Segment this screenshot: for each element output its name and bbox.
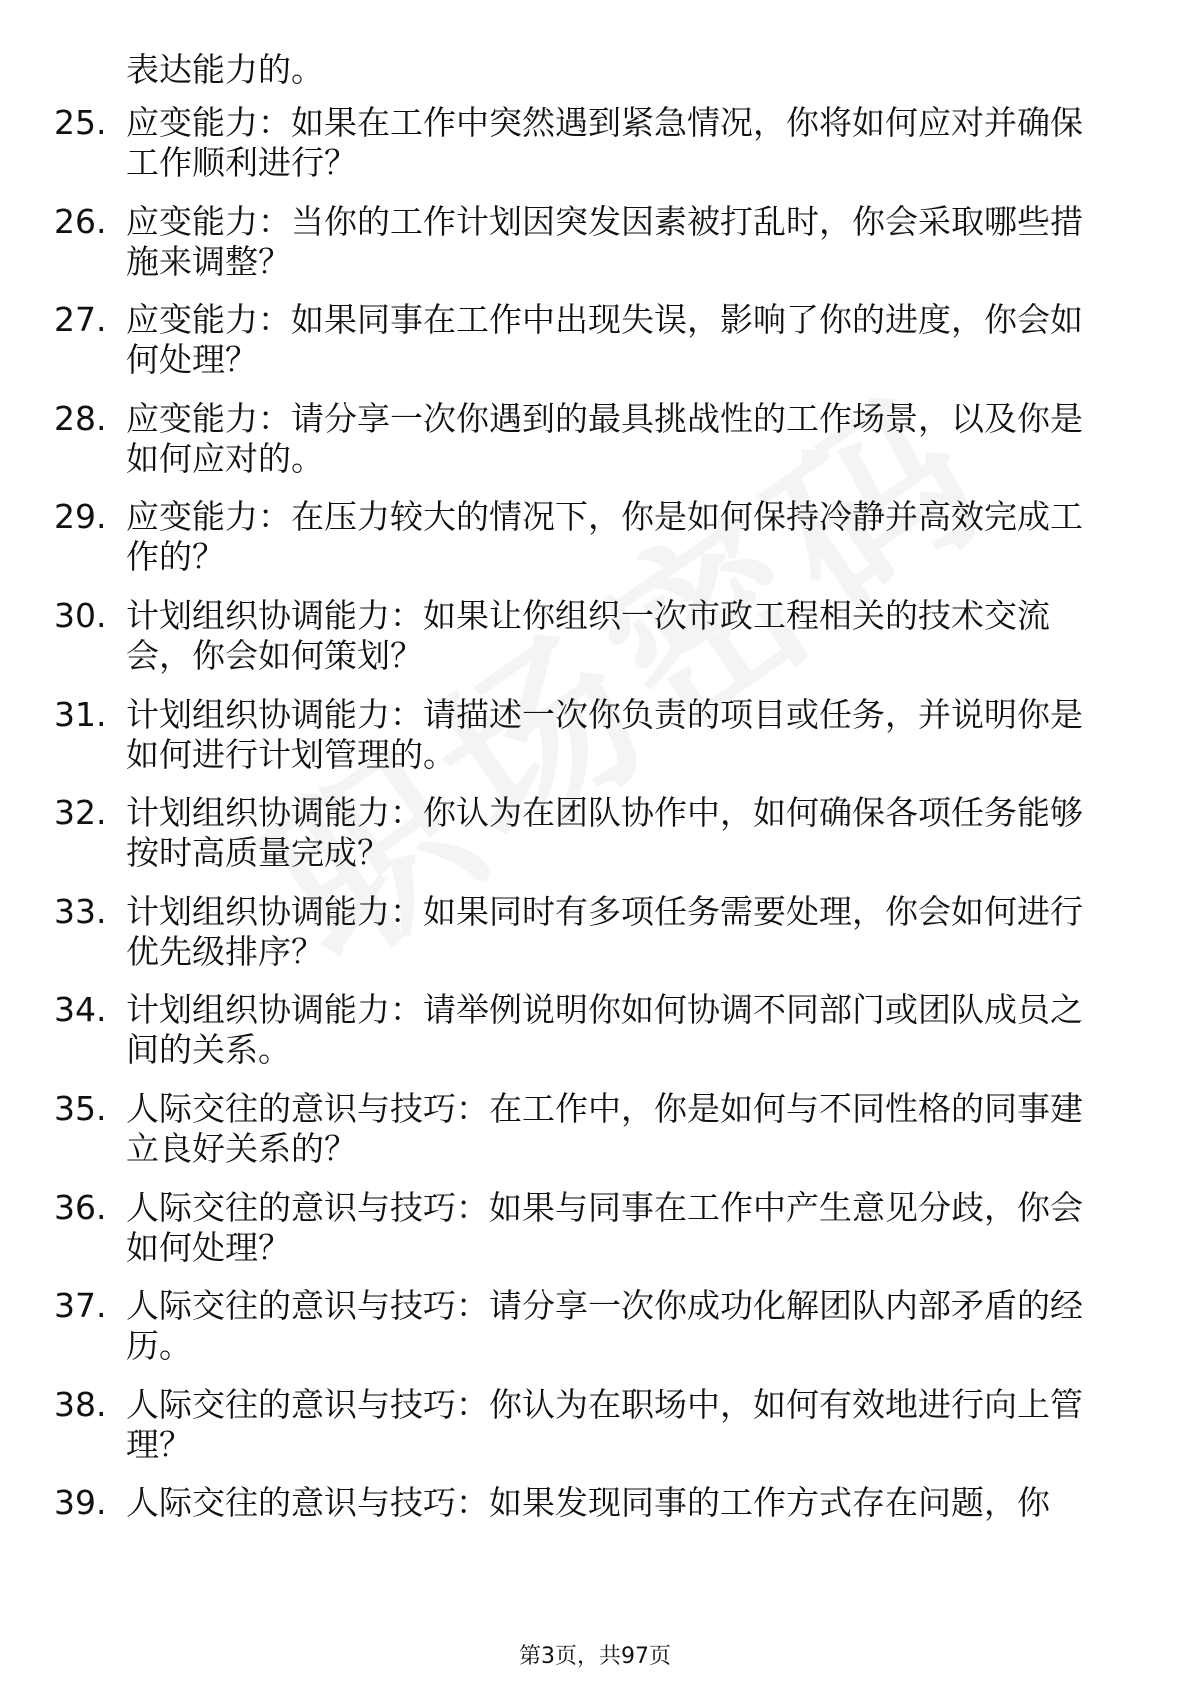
question-list: [0, 103, 1190, 1582]
question-number: 32.: [54, 793, 107, 833]
question-number: 30.: [54, 595, 107, 635]
question-number: 26.: [54, 201, 107, 241]
question-number: 39.: [54, 1483, 107, 1523]
question-text: 计划组织协调能力：请举例说明你如何协调不同部门或团队成员之间的关系。: [126, 990, 1083, 1070]
question-number: 35.: [54, 1088, 107, 1128]
list-item: [0, 990, 1190, 1089]
question-number: 37.: [54, 1286, 107, 1326]
question-number: 29.: [54, 497, 107, 537]
question-number: 31.: [54, 694, 107, 734]
question-text: 应变能力：请分享一次你遇到的最具挑战性的工作场景，以及你是如何应对的。: [126, 398, 1083, 478]
list-item: [0, 695, 1190, 794]
question-text: 应变能力：当你的工作计划因突发因素被打乱时，你会采取哪些措施来调整？: [126, 201, 1083, 281]
question-text: 人际交往的意识与技巧：如果与同事在工作中产生意见分歧，你会如何处理？: [126, 1187, 1083, 1267]
list-item: [0, 596, 1190, 695]
list-item: [0, 793, 1190, 892]
question-number: 33.: [54, 891, 107, 931]
page-footer: 第3页，共97页: [519, 1644, 671, 1669]
question-number: 27.: [54, 300, 107, 340]
question-text: 人际交往的意识与技巧：请分享一次你成功化解团队内部矛盾的经历。: [126, 1286, 1083, 1366]
question-number: 36.: [54, 1187, 107, 1227]
question-text: 计划组织协调能力：请描述一次你负责的项目或任务，并说明你是如何进行计划管理的。: [126, 694, 1083, 774]
continuation-text: 表达能力的。: [126, 50, 324, 89]
question-text: 计划组织协调能力：如果同时有多项任务需要处理，你会如何进行优先级排序？: [126, 891, 1083, 971]
question-text: 计划组织协调能力：你认为在团队协作中，如何确保各项任务能够按时高质量完成？: [126, 793, 1083, 873]
question-number: 38.: [54, 1384, 107, 1424]
question-number: 34.: [54, 990, 107, 1030]
list-item: [0, 202, 1190, 301]
list-item: [0, 1188, 1190, 1287]
question-text: 人际交往的意识与技巧：在工作中，你是如何与不同性格的同事建立良好关系的？: [126, 1088, 1083, 1168]
list-item: [0, 892, 1190, 991]
list-item: [0, 1385, 1190, 1484]
list-item: [0, 103, 1190, 202]
question-text: 应变能力：在压力较大的情况下，你是如何保持冷静并高效完成工作的？: [126, 497, 1083, 577]
list-item: [0, 1483, 1190, 1582]
question-text: 人际交往的意识与技巧：你认为在职场中，如何有效地进行向上管理？: [126, 1384, 1083, 1464]
question-text: 人际交往的意识与技巧：如果发现同事的工作方式存在问题，你: [126, 1483, 1050, 1523]
question-text: 应变能力：如果在工作中突然遇到紧急情况，你将如何应对并确保工作顺利进行？: [126, 103, 1083, 182]
list-item: [0, 1286, 1190, 1385]
list-item: [0, 1089, 1190, 1188]
list-item: [0, 300, 1190, 399]
list-item: [0, 497, 1190, 596]
question-text: 计划组织协调能力：如果让你组织一次市政工程相关的技术交流会，你会如何策划？: [126, 595, 1050, 675]
question-number: 28.: [54, 398, 107, 438]
question-number: 25.: [54, 103, 107, 142]
list-item: [0, 399, 1190, 498]
question-text: 应变能力：如果同事在工作中出现失误，影响了你的进度，你会如何处理？: [126, 300, 1083, 380]
